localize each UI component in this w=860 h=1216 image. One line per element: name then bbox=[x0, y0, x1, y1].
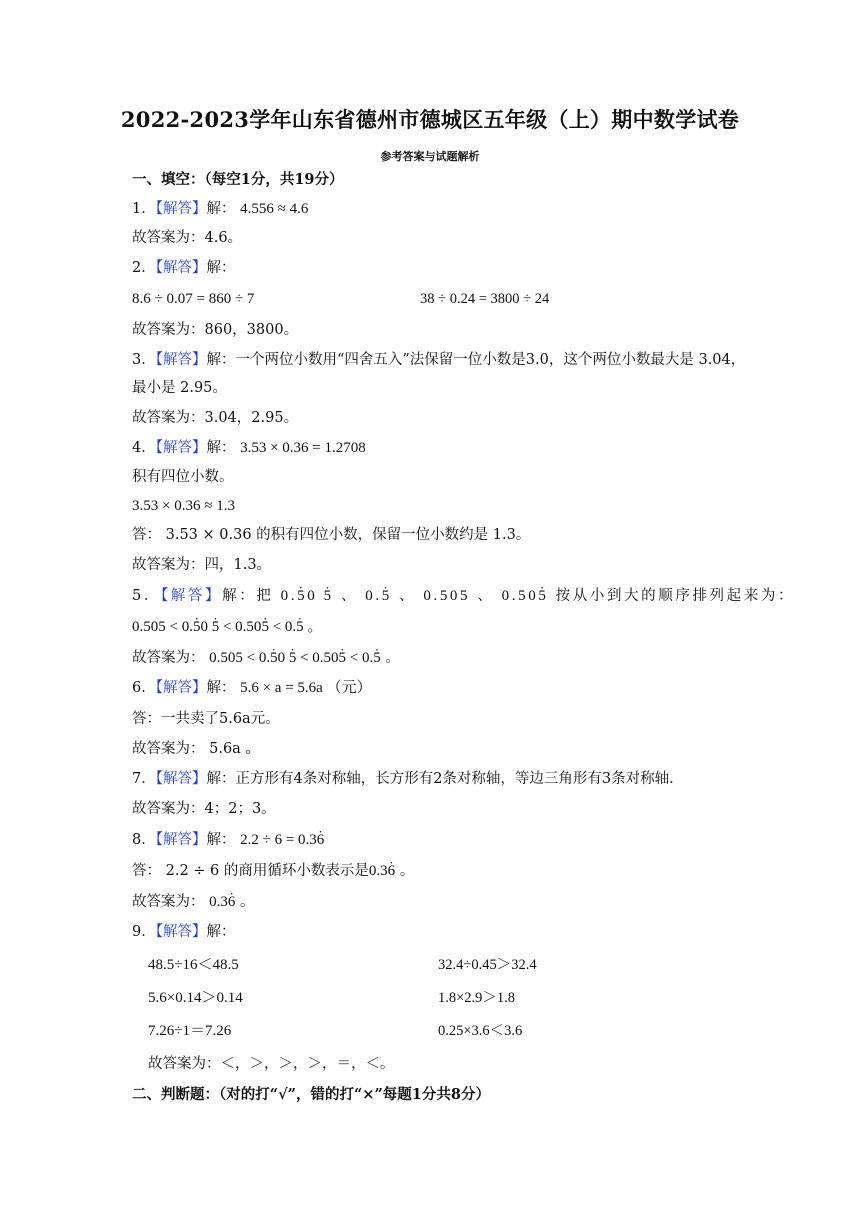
comparison-cell: 48.5÷16＜48.5 bbox=[148, 957, 239, 973]
question-text: 答： 2.2 ÷ 6 的商用循环小数表示是 bbox=[132, 863, 369, 879]
question-4-line3: 3.53 × 0.36 ≈ 1.3 bbox=[132, 498, 235, 514]
math-expression: 4.556 ≈ 4.6 bbox=[240, 201, 309, 217]
question-9 bbox=[132, 922, 235, 942]
question-4 bbox=[132, 438, 366, 458]
question-3-cont: 最小是 2.95。 bbox=[132, 380, 227, 396]
solve-prefix: 解： bbox=[206, 260, 236, 276]
answer-label: 【解答】 bbox=[155, 924, 207, 940]
answer-4: 故答案为：四，1.3。 bbox=[132, 557, 272, 573]
solve-prefix: 解： bbox=[206, 924, 236, 940]
question-number: 4． bbox=[132, 440, 156, 456]
question-3 bbox=[132, 350, 745, 370]
answer-label: 【解答】 bbox=[155, 352, 207, 368]
comparison-cell: 5.6×0.14＞0.14 bbox=[148, 990, 243, 1006]
answer-3: 故答案为：3.04，2.95。 bbox=[132, 410, 299, 426]
answer-1: 故答案为：4.6。 bbox=[132, 230, 243, 246]
question-8-line2: 答： 2.2 ÷ 6 的商用循环小数表示是0.36 · 。 bbox=[132, 861, 414, 881]
math-expression-a: 8.6 ÷ 0.07 = 860 ÷ 7 bbox=[132, 291, 255, 307]
question-6-line2: 答：一共卖了5.6a元。 bbox=[132, 711, 280, 727]
question-5-order: 0.505 < 0.5 ·0 5 · < 0.505 · < 0.5 · 。 bbox=[132, 617, 322, 637]
answer-prefix: 故答案为： bbox=[132, 650, 205, 666]
question-number: 1． bbox=[132, 201, 156, 217]
question-text: 解：把 bbox=[222, 588, 274, 604]
question-5: 5．【解答】解：把 0.5 ·0 5 · 、 0.5 · 、 0.505 、 0.505 · 按从小到大的顺序排列起来为： bbox=[132, 586, 795, 606]
answer-label: 【解答】 bbox=[155, 440, 207, 456]
math-expression: 3.53 × 0.36 = 1.2708 bbox=[240, 440, 366, 456]
question-8: 8．【解答】解： 2.2 ÷ 6 = 0.36 · bbox=[132, 830, 324, 850]
question-number: 3． bbox=[132, 352, 156, 368]
solve-prefix: 解： bbox=[206, 440, 236, 456]
answer-5: 故答案为： 0.505 < 0.5 ·0 5 · < 0.505 · < 0.5 · 。 bbox=[132, 648, 400, 668]
answer-label: 【解答】 bbox=[155, 680, 207, 696]
answer-label: 【解答】 bbox=[155, 201, 207, 217]
answer-6: 故答案为： 5.6a 。 bbox=[132, 741, 260, 757]
page-title: 2022-2023学年山东省德州市德城区五年级（上）期中数学试卷 bbox=[120, 107, 740, 132]
section-2-heading: 二、判断题：（对的打“√”，错的打“×”每题1分共8分） bbox=[132, 1086, 490, 1103]
answer-label: 【解答】 bbox=[155, 771, 207, 787]
math-expression: 5.6 × a = 5.6a （元） bbox=[240, 680, 372, 696]
answer-9: 故答案为：＜，＞，＞，＞，＝，＜。 bbox=[148, 1056, 395, 1072]
comparison-cell: 1.8×2.9＞1.8 bbox=[438, 990, 516, 1006]
question-text: 解：一个两位小数用“四舍五入”法保留一位小数是3.0，这个两位小数最大是 3.04， bbox=[206, 352, 746, 368]
answer-7: 故答案为：4；2；3。 bbox=[132, 801, 276, 817]
question-2 bbox=[132, 258, 235, 278]
comparison-cell: 32.4÷0.45＞32.4 bbox=[438, 957, 537, 973]
question-text: 解：正方形有4条对称轴，长方形有2条对称轴，等边三角形有3条对称轴． bbox=[206, 771, 684, 787]
question-number: 9． bbox=[132, 924, 156, 940]
answer-label: 【解答】 bbox=[155, 260, 207, 276]
answer-prefix: 故答案为： bbox=[132, 894, 210, 910]
comparison-cell: 7.26÷1＝7.26 bbox=[148, 1023, 232, 1039]
math-expression: 2.2 ÷ 6 = 0.3 bbox=[240, 832, 317, 848]
solve-prefix: 解： bbox=[206, 201, 236, 217]
answer-label: 【解答】 bbox=[160, 588, 223, 604]
question-number: 8． bbox=[132, 832, 156, 848]
math-expression-b: 38 ÷ 0.24 = 3800 ÷ 24 bbox=[420, 291, 550, 307]
question-text-rest: 按从小到大的顺序排列起来为： bbox=[555, 588, 796, 604]
answer-2: 故答案为：860，3800。 bbox=[132, 322, 299, 338]
question-6 bbox=[132, 678, 372, 698]
question-number: 5． bbox=[132, 588, 161, 604]
answer-8: 故答案为： 0.36 · 。 bbox=[132, 892, 254, 912]
question-4-line4: 答： 3.53 × 0.36 的积有四位小数，保留一位小数约是 1.3。 bbox=[132, 527, 531, 543]
question-number: 2． bbox=[132, 260, 156, 276]
answer-label: 【解答】 bbox=[155, 832, 207, 848]
question-1 bbox=[132, 199, 308, 219]
question-4-line2: 积有四位小数。 bbox=[132, 469, 234, 485]
question-7 bbox=[132, 769, 684, 789]
comparison-cell: 0.25×3.6＜3.6 bbox=[438, 1023, 523, 1039]
question-number: 6． bbox=[132, 680, 156, 696]
question-number: 7． bbox=[132, 771, 156, 787]
section-1-heading: 一、填空：（每空1分，共19分） bbox=[132, 171, 344, 188]
solve-prefix: 解： bbox=[206, 680, 236, 696]
solve-prefix: 解： bbox=[206, 832, 236, 848]
page-subtitle: 参考答案与试题解析 bbox=[380, 150, 480, 163]
